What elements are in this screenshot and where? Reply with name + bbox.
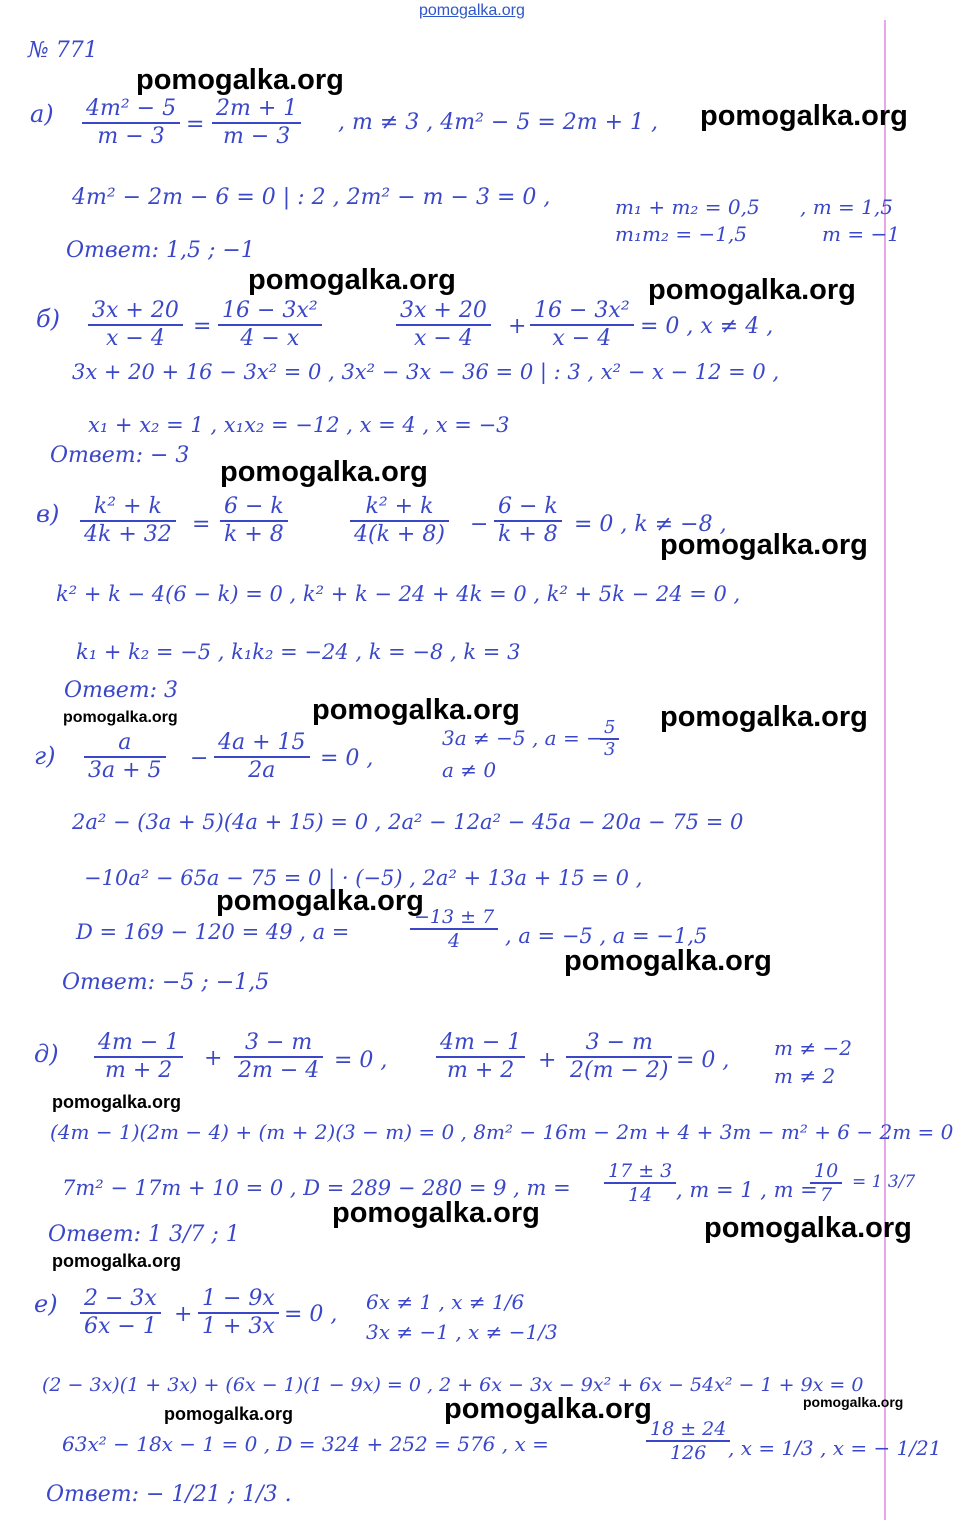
numerator: 3x + 20 [92, 298, 179, 323]
part-d-eq-zero-2: = 0 , [676, 1048, 730, 1073]
part-b-fraction-2 [218, 298, 322, 352]
part-e-eq-zero: = 0 , [284, 1302, 338, 1327]
denominator: 4 − x [240, 326, 300, 351]
denominator: k + 8 [224, 522, 284, 547]
numerator: k² + k [93, 494, 162, 519]
minus-sign: − [470, 512, 489, 537]
numerator: 4m − 1 [98, 1030, 180, 1055]
part-a-condition: , m ≠ 3 , 4m² − 5 = 2m + 1 , [338, 110, 659, 135]
equals-sign: = [192, 512, 211, 537]
part-a-answer: Ответ: 1,5 ; −1 [66, 238, 255, 263]
part-e-line-2: (2 − 3x)(1 + 3x) + (6x − 1)(1 − 9x) = 0 , 2 + 6x − 3x − 9x² + 6x − 54x² − 1 + 9x = 0 [42, 1374, 864, 1396]
equals-sign: = [193, 314, 212, 339]
part-g-line-2: 2a² − (3a + 5)(4a + 15) = 0 , 2a² − 12a² − 45a − 20a − 75 = 0 [72, 810, 744, 834]
watermark: pomogalka.org [444, 1393, 652, 1425]
part-g-condition-fraction [600, 718, 619, 760]
part-a-vieta-sum: m₁ + m₂ = 0,5 [615, 195, 760, 219]
part-d-answer: Ответ: 1 3/7 ; 1 [48, 1222, 240, 1247]
numerator: 3 − m [245, 1030, 313, 1055]
watermark-link[interactable]: pomogalka.org [419, 2, 525, 19]
part-d-condition-2: m ≠ 2 [774, 1064, 836, 1088]
part-e-answer: Ответ: − 1/21 ; 1/3 . [46, 1482, 292, 1507]
part-v-fraction-2 [220, 494, 288, 548]
numerator: a [118, 730, 132, 755]
part-a-line-2: 4m² − 2m − 6 = 0 | : 2 , 2m² − m − 3 = 0 , [72, 185, 551, 210]
part-d-fraction-1 [94, 1030, 183, 1084]
part-g-answer: Ответ: −5 ; −1,5 [62, 970, 270, 995]
part-a-root-1: , m = 1,5 [800, 195, 893, 219]
watermark: pomogalka.org [704, 1212, 912, 1244]
numerator: 1 − 9x [202, 1286, 275, 1311]
watermark: pomogalka.org [216, 885, 424, 917]
plus-sign: + [204, 1046, 223, 1071]
numerator: 6 − k [224, 494, 284, 519]
part-b-condition: = 0 , x ≠ 4 , [640, 314, 774, 339]
part-d-line-3-start: 7m² − 17m + 10 = 0 , D = 289 − 280 = 9 , m = [62, 1176, 571, 1200]
numerator: 4a + 15 [218, 730, 306, 755]
denominator: 7 [820, 1184, 833, 1206]
denominator: 2m − 4 [238, 1058, 320, 1083]
part-d-root-fraction-2 [810, 1160, 842, 1206]
plus-sign: + [508, 314, 527, 339]
part-b-line-3: x₁ + x₂ = 1 , x₁x₂ = −12 , x = 4 , x = −3 [88, 413, 510, 437]
part-v-answer: Ответ: 3 [64, 678, 178, 703]
part-e-condition-2: 3x ≠ −1 , x ≠ −1/3 [366, 1320, 558, 1344]
watermark: pomogalka.org [136, 64, 344, 96]
denominator: k + 8 [498, 522, 558, 547]
watermark: pomogalka.org [700, 100, 908, 132]
task-number: № 771 [28, 38, 98, 63]
numerator: 16 − 3x² [222, 298, 318, 323]
part-e-line-3-end: , x = 1/3 , x = − 1/21 [728, 1436, 942, 1460]
part-e-fraction-2 [198, 1286, 279, 1340]
part-d-line-2: (4m − 1)(2m − 4) + (m + 2)(3 − m) = 0 , 8m² − 16m − 2m + 4 + 3m − m² + 6 − 2m = 0 [50, 1120, 953, 1144]
denominator: m − 3 [97, 124, 165, 149]
numerator: 18 ± 24 [650, 1418, 727, 1440]
denominator: m − 3 [223, 124, 291, 149]
part-e-fraction-1 [80, 1286, 161, 1340]
part-g-line-4-start: D = 169 − 120 = 49 , a = [76, 920, 350, 944]
part-a-vieta-product: m₁m₂ = −1,5 [615, 222, 748, 246]
part-v-label: в) [36, 500, 60, 528]
part-d-fraction-4 [566, 1030, 672, 1084]
part-v-fraction-3 [350, 494, 449, 548]
denominator: 4k + 32 [84, 522, 172, 547]
watermark: pomogalka.org [564, 945, 772, 977]
numerator: −13 ± 7 [414, 906, 495, 928]
denominator: x − 4 [414, 326, 473, 351]
part-b-label: б) [36, 305, 61, 333]
part-g-label: г) [34, 742, 56, 770]
part-d-line-3-end: = 1 3/7 [852, 1172, 916, 1192]
part-d-eq-zero: = 0 , [334, 1048, 388, 1073]
part-b-answer: Ответ: − 3 [50, 443, 190, 468]
watermark: pomogalka.org [164, 1404, 294, 1424]
plus-sign: + [174, 1302, 193, 1327]
watermark: pomogalka.org [63, 709, 178, 726]
plus-sign: + [538, 1048, 557, 1073]
denominator: 4 [448, 930, 461, 952]
part-e-label: е) [34, 1290, 58, 1318]
part-d-condition-1: m ≠ −2 [774, 1036, 852, 1060]
part-b-fraction-1 [88, 298, 183, 352]
part-b-fraction-4 [530, 298, 634, 352]
numerator: 10 [814, 1160, 839, 1182]
watermark: pomogalka.org [332, 1197, 540, 1229]
denominator: 4(k + 8) [354, 522, 445, 547]
denominator: 2a [248, 758, 276, 783]
part-a-fraction-2 [212, 96, 301, 150]
watermark: pomogalka.org [52, 1092, 182, 1112]
part-g-condition-2: a ≠ 0 [442, 758, 497, 782]
watermark: pomogalka.org [803, 1394, 904, 1410]
part-b-line-2: 3x + 20 + 16 − 3x² = 0 , 3x² − 3x − 36 = 0 | : 3 , x² − x − 12 = 0 , [72, 360, 780, 384]
part-d-fraction-3 [436, 1030, 525, 1084]
denominator: 3 [604, 739, 616, 760]
numerator: 2 − 3x [84, 1286, 157, 1311]
denominator: m + 2 [105, 1058, 173, 1083]
denominator: 3a + 5 [88, 758, 162, 783]
numerator: 4m² − 5 [86, 96, 177, 121]
numerator: 17 ± 3 [608, 1160, 673, 1182]
denominator: 6x − 1 [84, 1314, 157, 1339]
watermark: pomogalka.org [648, 274, 856, 306]
part-b-fraction-3 [396, 298, 491, 352]
numerator: 2m + 1 [216, 96, 298, 121]
part-g-line-4-end: , a = −5 , a = −1,5 [505, 924, 708, 948]
denominator: 2(m − 2) [570, 1058, 669, 1083]
part-d-fraction-2 [234, 1030, 323, 1084]
denominator: 1 + 3x [202, 1314, 275, 1339]
part-g-line-3: −10a² − 65a − 75 = 0 | · (−5) , 2a² + 13a + 15 = 0 , [84, 866, 643, 890]
part-v-fraction-1 [80, 494, 176, 548]
part-e-root-fraction [646, 1418, 730, 1464]
part-d-label: д) [34, 1040, 59, 1068]
part-g-condition-1: 3a ≠ −5 , a = − [442, 726, 603, 750]
numerator: 6 − k [498, 494, 558, 519]
denominator: 14 [628, 1184, 653, 1206]
watermark: pomogalka.org [248, 264, 456, 296]
denominator: m + 2 [447, 1058, 515, 1083]
numerator: k² + k [365, 494, 434, 519]
part-e-condition-1: 6x ≠ 1 , x ≠ 1/6 [366, 1290, 525, 1314]
numerator: 16 − 3x² [534, 298, 630, 323]
denominator: x − 4 [552, 326, 612, 351]
part-g-eq-zero: = 0 , [320, 746, 374, 771]
part-d-root-fraction [604, 1160, 676, 1206]
watermark: pomogalka.org [52, 1251, 182, 1271]
part-g-fraction-2 [214, 730, 310, 784]
denominator: 126 [670, 1442, 707, 1464]
equals-sign: = [186, 112, 205, 137]
part-g-fraction-1 [84, 730, 166, 784]
part-e-line-3-start: 63x² − 18x − 1 = 0 , D = 324 + 252 = 576 , x = [62, 1432, 549, 1456]
numerator: 3 − m [585, 1030, 653, 1055]
numerator: 3x + 20 [400, 298, 487, 323]
part-a-root-2: m = −1 [822, 222, 900, 246]
part-v-line-3: k₁ + k₂ = −5 , k₁k₂ = −24 , k = −8 , k = 3 [76, 640, 521, 664]
watermark: pomogalka.org [312, 694, 520, 726]
part-a-label: а) [30, 100, 54, 128]
minus-sign: − [190, 746, 209, 771]
part-v-condition: = 0 , k ≠ −8 , [574, 512, 727, 537]
numerator: 4m − 1 [440, 1030, 522, 1055]
watermark: pomogalka.org [660, 701, 868, 733]
part-v-fraction-4 [494, 494, 562, 548]
part-d-line-3-mid: , m = 1 , m = [676, 1178, 818, 1202]
numerator: 5 [604, 717, 616, 738]
denominator: x − 4 [106, 326, 165, 351]
part-v-line-2: k² + k − 4(6 − k) = 0 , k² + k − 24 + 4k = 0 , k² + 5k − 24 = 0 , [56, 582, 741, 606]
part-a-fraction-1 [82, 96, 180, 150]
watermark: pomogalka.org [220, 456, 428, 488]
watermark: pomogalka.org [660, 529, 868, 561]
